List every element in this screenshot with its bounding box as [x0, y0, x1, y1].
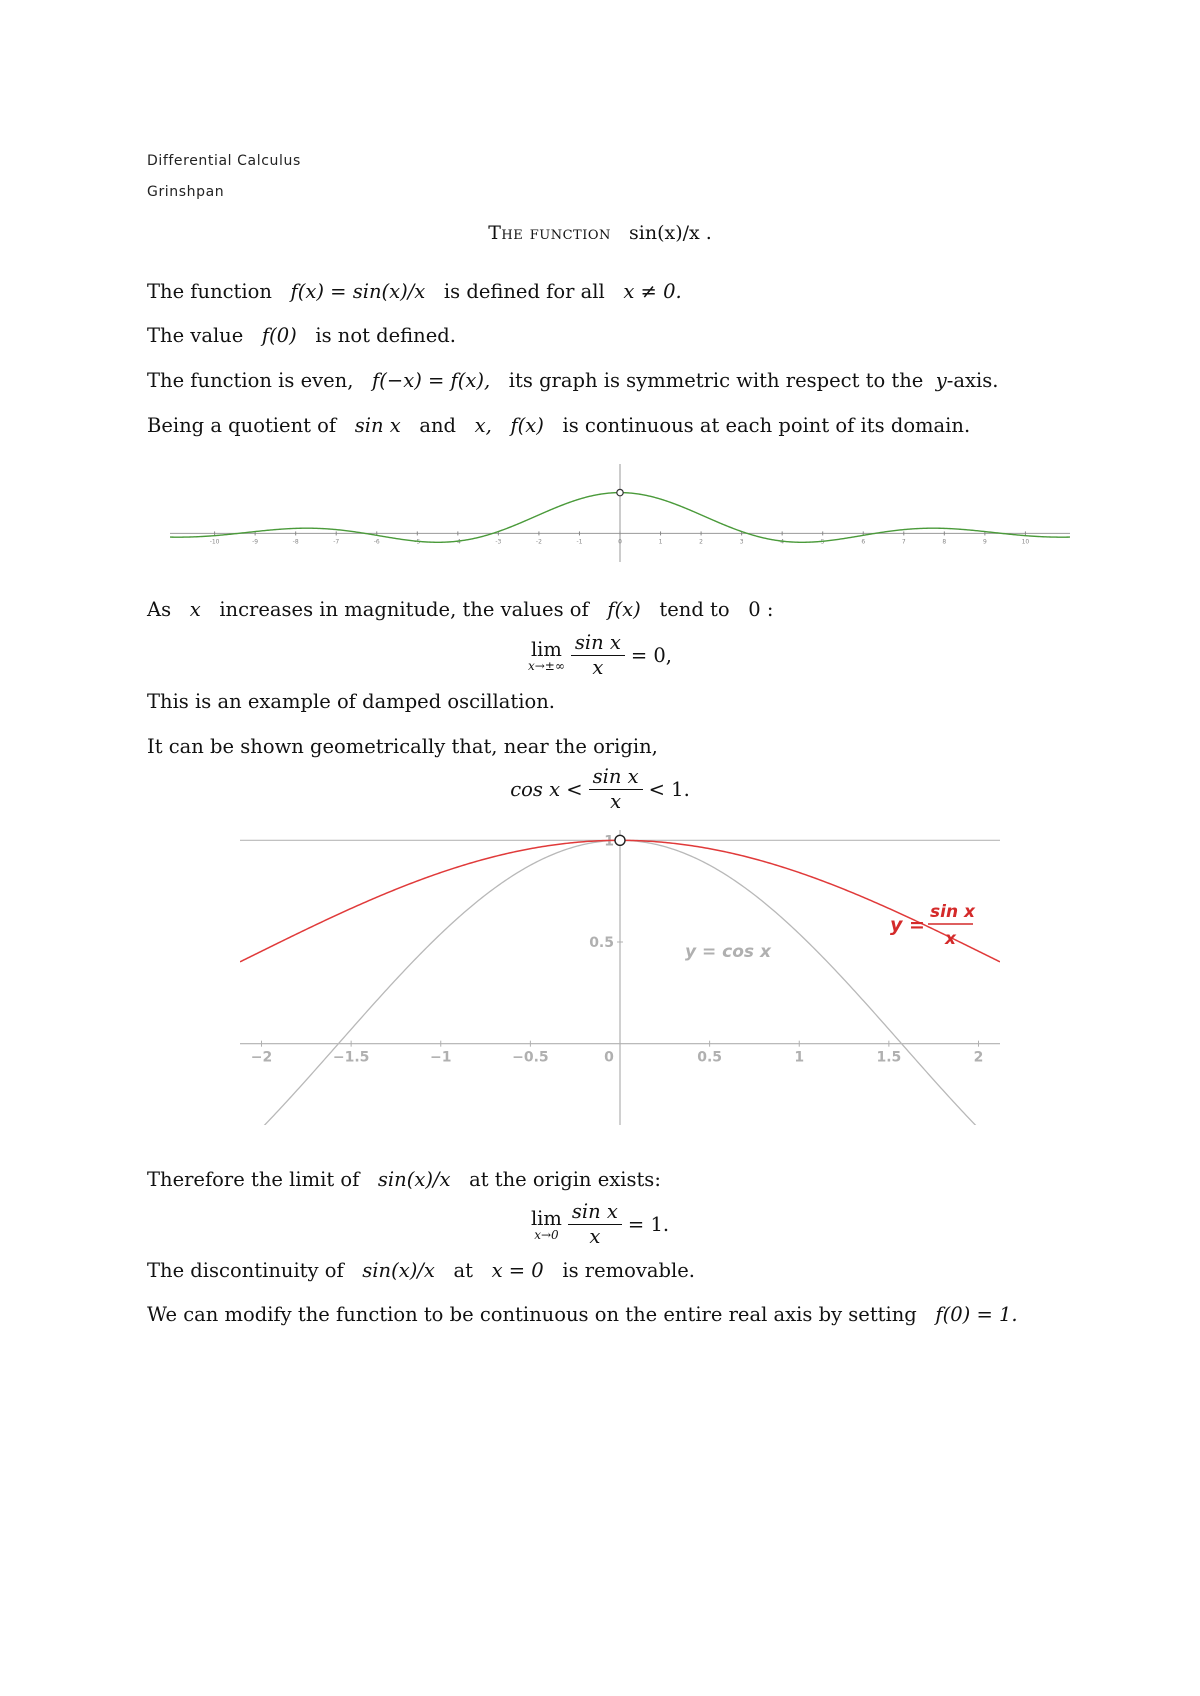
removable-point-hole: [615, 835, 625, 845]
x-tick-label: 6: [861, 538, 866, 546]
lim-subscript: x→0: [534, 1227, 559, 1242]
chart2-axes: [240, 830, 1000, 1125]
x-tick-label: 10: [1021, 538, 1030, 546]
equation-rhs: = 0,: [630, 644, 673, 667]
course-name: Differential Calculus: [147, 153, 301, 169]
x-tick-label: −1.5: [332, 1049, 370, 1066]
math-expr: f(x): [510, 414, 544, 437]
lim-text: lim: [530, 1206, 562, 1230]
x-tick-label: -7: [333, 538, 340, 546]
equation-rhs: = 1.: [627, 1213, 670, 1236]
paragraph-extension: [147, 1303, 1018, 1326]
cos-curve-label: y = cos x: [685, 942, 771, 962]
equation-limit-infinity: [0, 632, 1200, 679]
inequality-lhs: cos x <: [510, 778, 583, 801]
title-expression: sin(x)/x .: [629, 222, 712, 244]
paragraph-value: [147, 324, 456, 347]
x-tick-label: 3: [739, 538, 744, 546]
denominator: x: [589, 1225, 601, 1248]
page-title: [0, 222, 1200, 244]
x-tick-label: -8: [292, 538, 299, 546]
y-tick-label: 1: [604, 833, 614, 850]
sinc-label-lhs: y =: [890, 914, 925, 936]
x-tick-label: 9: [982, 538, 987, 546]
x-tick-label: -2: [535, 538, 542, 546]
limit-operator: [527, 637, 565, 673]
x-tick-label: 2: [699, 538, 703, 546]
fraction: [568, 1201, 622, 1248]
text: is removable.: [562, 1259, 695, 1282]
paragraph-domain: [147, 280, 682, 303]
x-tick-label: −1: [430, 1049, 452, 1066]
numerator: sin x: [568, 1201, 622, 1225]
x-tick-label: 1: [794, 1049, 805, 1066]
y-tick-label: 0.5: [589, 935, 614, 951]
numerator: sin x: [571, 632, 625, 656]
text: The function is even,: [147, 369, 354, 392]
math-expr: f(0) = 1.: [935, 1303, 1018, 1326]
paragraph-limit-exists: [147, 1168, 661, 1191]
math-expr: sin(x)/x: [377, 1168, 451, 1191]
numerator: sin x: [589, 766, 643, 790]
author-name: Grinshpan: [147, 184, 225, 200]
x-tick-label: 0: [618, 538, 622, 546]
text: We can modify the function to be continuous on the entire real axis by setting: [147, 1303, 917, 1326]
math-expr: x ≠ 0.: [623, 280, 682, 303]
equation-inequality: [0, 766, 1200, 813]
x-tick-label: 5: [820, 538, 825, 546]
x-tick-label: -9: [252, 538, 259, 546]
math-expr: x: [189, 598, 201, 621]
x-tick-label: -6: [373, 538, 380, 546]
text: The discontinuity of: [147, 1259, 344, 1282]
text: -axis.: [946, 369, 999, 392]
text: tend to: [659, 598, 730, 621]
x-tick-label: 1: [658, 538, 663, 546]
chart1-axes: [170, 464, 1070, 562]
sinc-wide-chart: [170, 462, 1070, 562]
math-expr: f(0): [261, 324, 297, 347]
x-tick-label: -4: [454, 538, 461, 546]
title-prefix: The function: [488, 222, 611, 244]
x-tick-label: -3: [495, 538, 502, 546]
x-tick-label: 2: [973, 1049, 984, 1066]
text: The value: [147, 324, 244, 347]
text: at the origin exists:: [469, 1168, 661, 1191]
text: Being a quotient of: [147, 414, 337, 437]
math-expr: sin x: [354, 414, 401, 437]
x-tick-label: 1.5: [876, 1049, 902, 1066]
text: increases in magnitude, the values of: [219, 598, 589, 621]
lim-text: lim: [530, 637, 562, 661]
limit-operator: [530, 1206, 562, 1242]
text: 0 :: [748, 598, 774, 621]
fraction: [571, 632, 625, 679]
text: and: [419, 414, 457, 437]
math-expr: f(x): [607, 598, 641, 621]
x-tick-label: −0.5: [512, 1049, 549, 1066]
text: its graph is symmetric with respect to the: [508, 369, 924, 392]
paragraph-removable: [147, 1259, 695, 1282]
paragraph-even: [147, 369, 998, 392]
chart2-ticks: [251, 833, 984, 1065]
math-expr: sin(x)/x: [362, 1259, 435, 1282]
math-expr: x = 0: [491, 1259, 544, 1282]
math-expr: x,: [474, 414, 492, 437]
x-tick-label: -1: [576, 538, 583, 546]
x-tick-label: 4: [780, 538, 785, 546]
paragraph-damping: [147, 598, 773, 621]
sinc-label-numerator: sin x: [930, 902, 975, 922]
denominator: x: [610, 790, 622, 813]
x-tick-label: 0.5: [697, 1049, 723, 1066]
math-expr: f(x) = sin(x)/x: [290, 280, 426, 303]
sinc-label-denominator: x: [945, 929, 956, 949]
text: As: [147, 598, 172, 621]
paragraph-geometric: It can be shown geometrically that, near the origin,: [147, 735, 658, 758]
math-expr: y: [935, 369, 947, 392]
math-expr: f(−x) = f(x),: [372, 369, 491, 392]
removable-point-hole: [617, 489, 623, 495]
x-tick-label: 7: [901, 538, 906, 546]
denominator: x: [592, 656, 604, 679]
x-tick-label: 0: [604, 1049, 614, 1066]
x-tick-label: 8: [942, 538, 947, 546]
equation-limit-zero: [0, 1201, 1200, 1248]
paragraph-continuous: [147, 414, 970, 437]
paragraph-oscillation: This is an example of damped oscillation.: [147, 690, 555, 713]
text: is not defined.: [315, 324, 456, 347]
fraction: [589, 766, 643, 813]
text: The function: [147, 280, 272, 303]
x-tick-label: -10: [209, 538, 220, 546]
text: at: [453, 1259, 473, 1282]
x-tick-label: -5: [414, 538, 421, 546]
lim-subscript: x→±∞: [527, 658, 565, 673]
inequality-rhs: < 1.: [648, 778, 690, 801]
squeeze-chart: [240, 820, 1000, 1125]
text: is continuous at each point of its domain.: [562, 414, 971, 437]
x-tick-label: −2: [250, 1049, 273, 1066]
text: Therefore the limit of: [147, 1168, 360, 1191]
text: is defined for all: [443, 280, 605, 303]
